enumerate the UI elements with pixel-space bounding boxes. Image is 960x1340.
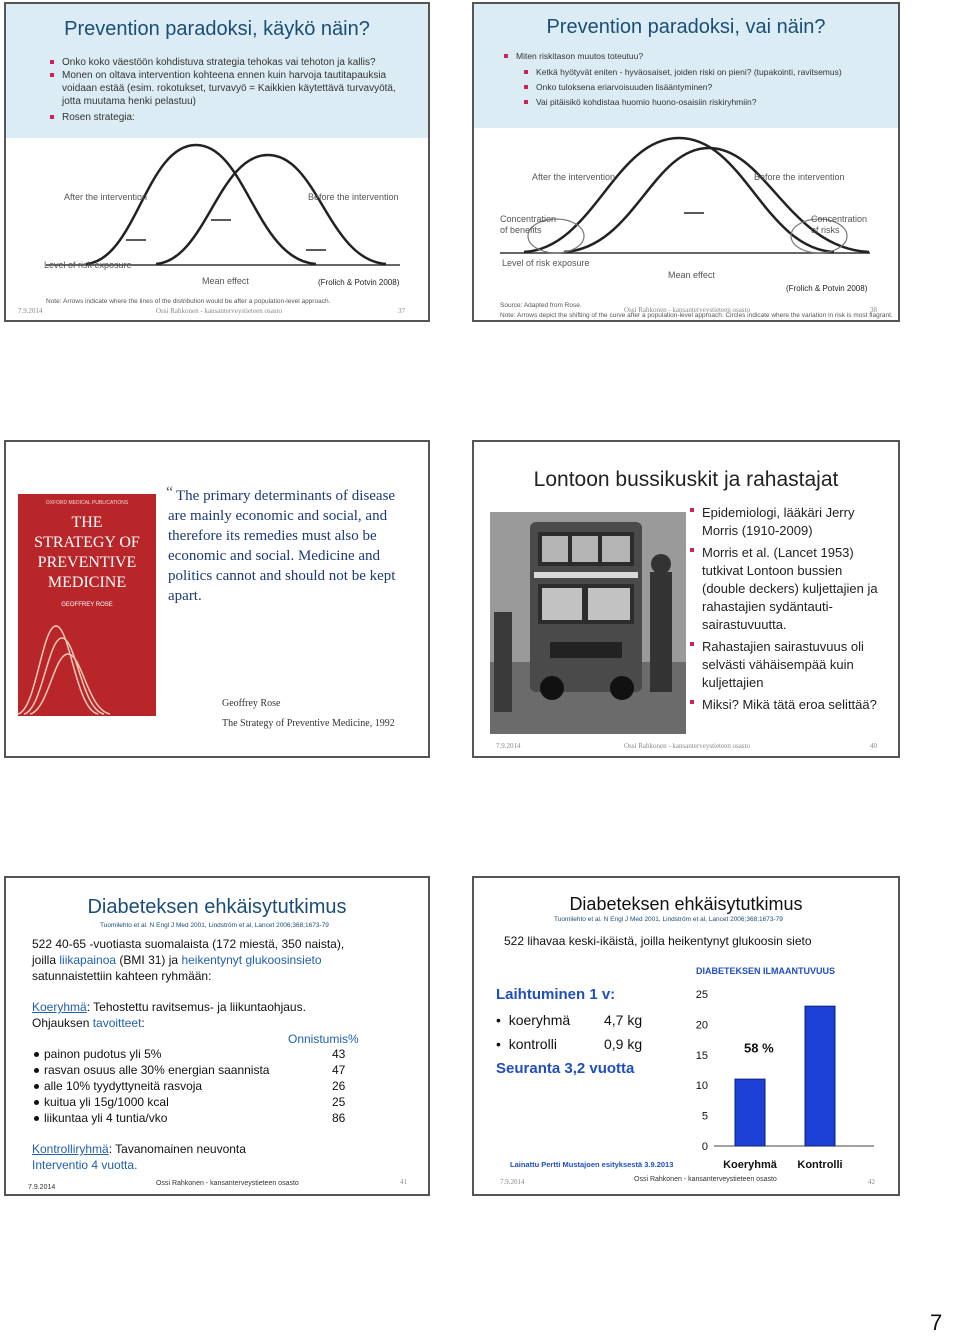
note: Note: Arrows depict the shifting of the curve after a population-level approach. Circles indicate where the variation in risk is most flagrant. xyxy=(500,312,893,319)
weight-heading: Laihtuminen 1 v: xyxy=(496,986,616,1003)
goal-text: rasvan osuus alle 30% energian saannista xyxy=(44,1063,270,1077)
slide-number: 42 xyxy=(868,1178,875,1186)
y-tick-label: 0 xyxy=(701,1141,708,1153)
koe-text: : Tehostettu ravitsemus- ja liikuntaohjaus. xyxy=(86,1000,306,1014)
slide-date: 7.9.2014 xyxy=(500,1178,525,1186)
incidence-bar-chart xyxy=(674,982,894,1172)
goal-value: 26 xyxy=(332,1079,346,1093)
concentration-risks-label: Concentration of risks xyxy=(811,214,868,235)
slide-number: 40 xyxy=(870,742,877,750)
book-title-line: PREVENTIVE xyxy=(37,554,137,571)
koe-label: Koeryhmä xyxy=(32,1000,87,1014)
y-tick-label: 20 xyxy=(695,1019,708,1032)
bullet-dot xyxy=(34,1116,39,1121)
book-title-line: THE xyxy=(71,514,103,531)
slide-number: 41 xyxy=(400,1178,407,1186)
row-value: 4,7 kg xyxy=(604,1012,643,1028)
bullet-item: Rosen strategia: xyxy=(48,111,398,124)
row-label: koeryhmä xyxy=(508,1012,571,1028)
bullet-item: Miten riskitason muutos toteutuu? xyxy=(502,50,882,62)
attribution-work: The Strategy of Preventive Medicine, 1992 xyxy=(222,718,395,729)
goals-list xyxy=(32,1046,372,1126)
bullet-item: Rahastajien sairastuvuus oli selvästi vähäisempää kuin kuljettajien xyxy=(688,638,888,692)
book-cover xyxy=(18,494,156,716)
bullet-list xyxy=(688,504,888,714)
sub-bullet-item: Vai pitäisikö kohdistaa huomio huono-osaisiin riskiryhmiin? xyxy=(522,96,867,108)
after-label: After the intervention xyxy=(532,172,616,182)
book-curves xyxy=(18,616,156,716)
after-label: After the intervention xyxy=(64,192,148,202)
slide-date: 7.9.2014 xyxy=(28,1184,56,1191)
x-tick-label: Kontrolli xyxy=(797,1159,843,1171)
book-title-line: MEDICINE xyxy=(47,574,127,591)
control-label: Kontrolliryhmä xyxy=(32,1142,109,1156)
control-text: : Tavanomainen neuvonta xyxy=(108,1142,246,1156)
before-label: Before the intervention xyxy=(754,172,845,182)
bullet-dot: • xyxy=(496,1036,509,1052)
goal-label: : xyxy=(141,1016,145,1030)
sub-bullet-list xyxy=(522,66,867,108)
subtitle: 522 lihavaa keski-ikäistä, joilla heikentynyt glukoosin sieto xyxy=(504,934,812,948)
control-line xyxy=(32,1142,246,1156)
slide-author: Ossi Rahkonen - kansanterveystieteen osasto xyxy=(156,1180,299,1187)
sub-bullet-item: Onko tuloksena eriarvoisuuden lisääntyminen? xyxy=(522,81,867,93)
goal-line xyxy=(32,1016,145,1030)
bullet-dot xyxy=(34,1052,39,1057)
page-number: 7 xyxy=(930,1310,943,1335)
slide-title: Prevention paradoksi, vai näin? xyxy=(546,16,826,38)
intro-line: satunnaistettiin kahteen ryhmään: xyxy=(32,969,212,983)
bus-photo xyxy=(490,512,686,734)
goal-value: 43 xyxy=(332,1047,346,1061)
book-publisher: OXFORD MEDICAL PUBLICATIONS xyxy=(45,500,129,506)
bullet-item: Epidemiologi, lääkäri Jerry Morris (1910-2009) xyxy=(688,504,888,540)
note: Note: Arrows indicate where the lines of the distribution would be after a population-level approach. xyxy=(46,298,331,305)
reference: Tuomilehto et al. N Engl J Med 2001, Lindström et al, Lancet 2006;368;1673-79 xyxy=(554,916,783,923)
quote-open-mark: “ xyxy=(166,484,174,501)
goal-text: painon pudotus yli 5% xyxy=(44,1047,162,1061)
attribution-name: Geoffrey Rose xyxy=(222,698,281,709)
y-tick-label: 5 xyxy=(701,1110,708,1123)
goal-label-highlight: tavoitteet xyxy=(92,1016,142,1030)
bullet-item: Monen on oltava intervention kohteena ennen kuin harvoja tautitapauksia voidaan estää (esim. rokotukset, turvavyö = Kaikkien käytettävä turvavyötä, jotta muutama henki pelastuu) xyxy=(48,69,398,108)
weight-row xyxy=(496,1012,570,1028)
bullet-dot: • xyxy=(496,1012,509,1028)
y-tick-label: 10 xyxy=(695,1080,708,1093)
slide-number: 38 xyxy=(870,306,877,314)
slide-40 xyxy=(472,440,900,758)
bar xyxy=(805,1006,835,1146)
risk-distribution-diagram xyxy=(6,140,430,322)
bullet-dot xyxy=(34,1100,39,1105)
slide-title: Lontoon bussikuskit ja rahastajat xyxy=(533,468,839,491)
intro-text xyxy=(32,936,422,984)
goal-row xyxy=(32,1110,372,1126)
goal-value: 47 xyxy=(332,1063,346,1077)
intro-highlight: heikentynyt glukoosinsieto xyxy=(181,953,322,967)
citation: (Frolich & Potvin 2008) xyxy=(318,278,400,287)
x-tick-label: Koeryhmä xyxy=(723,1159,777,1171)
intro-line xyxy=(32,952,422,968)
slide-title: Diabeteksen ehkäisytutkimus xyxy=(87,896,347,918)
bar xyxy=(735,1079,765,1146)
goal-text: kuitua yli 15g/1000 kcal xyxy=(44,1095,169,1109)
bullet-item: Morris et al. (Lancet 1953) tutkivat Lontoon bussien (double deckers) kuljettajien ja rahastajien sydäntauti-sairastuvuutta. xyxy=(688,544,888,634)
goal-row xyxy=(32,1094,372,1110)
book-author: GEOFFREY ROSE xyxy=(61,602,113,608)
mean-label: Mean effect xyxy=(202,276,249,286)
row-value: 0,9 kg xyxy=(604,1036,643,1052)
sub-bullet-item: Ketkä hyötyvät eniten - hyväosaiset, joiden riski on pieni? (tupakointi, ravitsemus) xyxy=(522,66,867,78)
intro-text: (BMI 31) ja xyxy=(116,953,182,967)
level-label: Level of risk exposure xyxy=(44,260,132,270)
bullet-item: Miksi? Mikä tätä eroa selittää? xyxy=(688,696,888,714)
intro-text: joilla xyxy=(32,953,60,967)
followup-text: Seuranta 3,2 vuotta xyxy=(496,1060,635,1077)
bullet-dot xyxy=(34,1068,39,1073)
level-label: Level of risk exposure xyxy=(502,258,590,268)
slide-author: Ossi Rahkonen - kansanterveystieteen osasto xyxy=(634,1176,777,1183)
book-title-line: STRATEGY OF xyxy=(34,534,140,551)
goal-row xyxy=(32,1046,372,1062)
intervention-text: Interventio 4 vuotta. xyxy=(32,1158,138,1172)
slide-42 xyxy=(472,876,900,1196)
slide-39 xyxy=(4,440,430,758)
intro-line: 522 40-65 -vuotiasta suomalaista (172 miestä, 350 naista), xyxy=(32,937,345,951)
goal-row xyxy=(32,1062,372,1078)
slide-37 xyxy=(4,2,430,322)
slide-author: Ossi Rahkonen - kansanterveystieteen osasto xyxy=(624,742,750,750)
before-label: Before the intervention xyxy=(308,192,399,202)
slide-author: Ossi Rahkonen - kansanterveystieteen osasto xyxy=(156,307,282,315)
bullet-list xyxy=(48,56,398,124)
bullet-item: Onko koko väestöön kohdistuva strategia tehokas vai tehoton ja kallis? xyxy=(48,56,398,69)
bar-annotation: 58 % xyxy=(744,1040,774,1056)
slide-title: Prevention paradoksi, käykö näin? xyxy=(64,18,370,40)
goal-row xyxy=(32,1078,372,1094)
y-tick-label: 25 xyxy=(695,989,708,1001)
success-header: Onnistumis% xyxy=(288,1032,359,1046)
slide-title: Diabeteksen ehkäisytutkimus xyxy=(569,894,803,914)
goal-text: liikuntaa yli 4 tuntia/vko xyxy=(44,1111,168,1125)
goal-value: 25 xyxy=(332,1095,346,1109)
slide-date: 7.9.2014 xyxy=(496,742,521,750)
chart-title: DIABETEKSEN ILMAANTUVUUS xyxy=(696,966,836,976)
credit: Lainattu Pertti Mustajoen esityksestä 3.9.2013 xyxy=(510,1160,674,1169)
bullet-list xyxy=(502,50,882,62)
goal-value: 86 xyxy=(332,1111,346,1125)
slide-38 xyxy=(472,2,900,322)
reference: Tuomilehto et al. N Engl J Med 2001, Lindström et al, Lancet 2006;368;1673-79 xyxy=(100,922,329,929)
source: Source: Adapted from Rose. xyxy=(500,302,582,309)
concentration-benefits-label: Concentration of benefits xyxy=(500,214,557,235)
intro-highlight: liikapainoa xyxy=(59,953,117,967)
y-tick-label: 15 xyxy=(695,1049,708,1062)
citation: (Frolich & Potvin 2008) xyxy=(786,284,868,293)
goal-text: alle 10% tyydyttyneitä rasvoja xyxy=(44,1079,203,1093)
slide-date: 7.9.2014 xyxy=(18,307,43,315)
bullet-dot xyxy=(34,1084,39,1089)
goal-label: Ohjauksen xyxy=(32,1016,93,1030)
koe-line xyxy=(32,1000,306,1014)
weight-row xyxy=(496,1036,557,1052)
row-label: kontrolli xyxy=(508,1036,557,1052)
slide-41 xyxy=(4,876,430,1196)
quote: The primary determinants of disease are mainly economic and social, and therefore its remedies must also be economic and social. Medicine and politics cannot and should not be kept apart. xyxy=(168,488,396,604)
slide-number: 37 xyxy=(398,307,405,315)
slide-author: Ossi Rahkonen - kansanterveystieteen osasto xyxy=(624,306,750,314)
mean-label: Mean effect xyxy=(668,270,715,280)
